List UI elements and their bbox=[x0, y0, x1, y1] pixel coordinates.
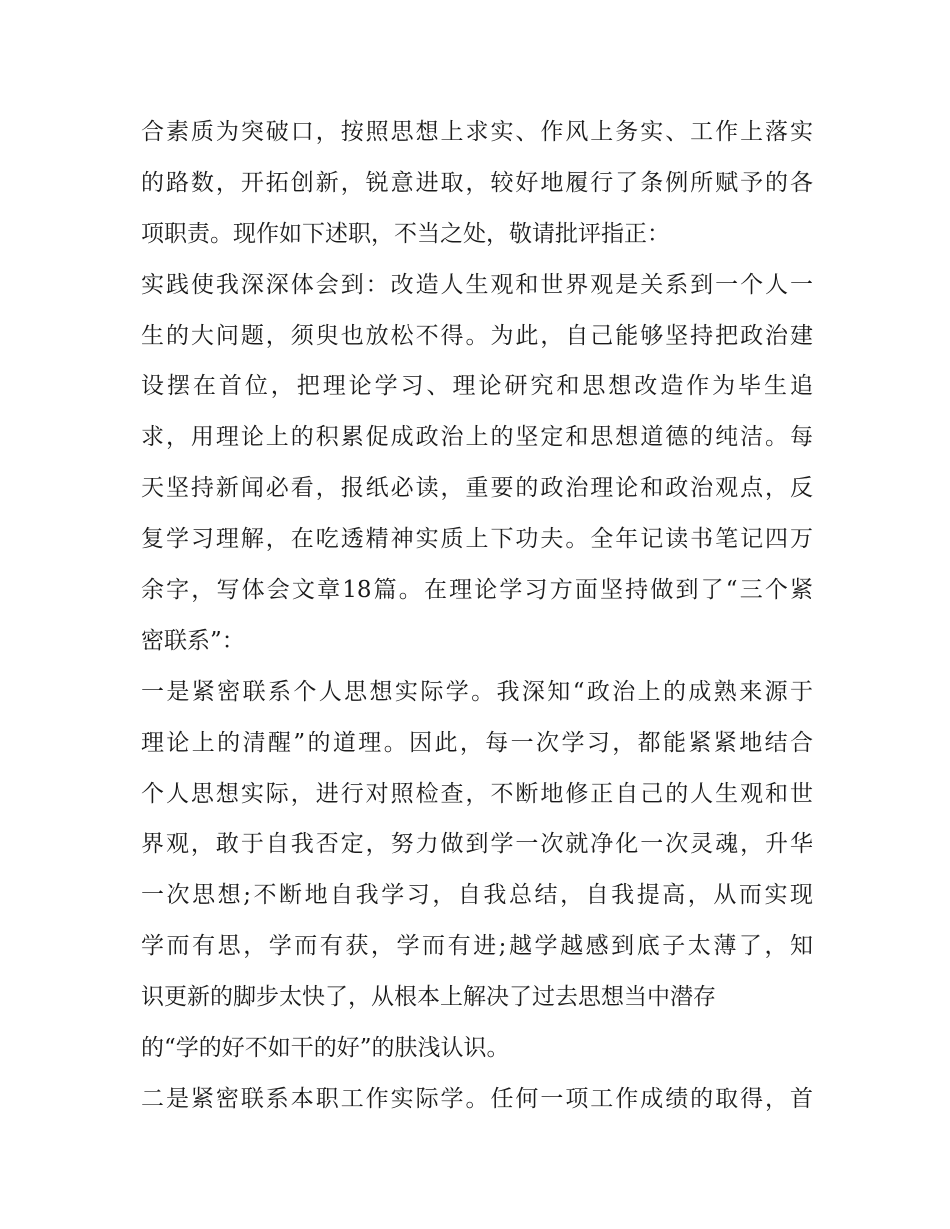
text-line: 复学习理解，在吃透精神实质上下功夫。全年记读书笔记四万 bbox=[141, 526, 813, 553]
text-line: 生的大问题，须臾也放松不得。为此，自己能够坚持把政治建 bbox=[141, 322, 813, 349]
document-body bbox=[141, 107, 813, 1125]
text-line: 天坚持新闻必看，报纸必读，重要的政治理论和政治观点，反 bbox=[141, 475, 813, 502]
text-line: 设摆在首位，把理论学习、理论研究和思想改造作为毕生追 bbox=[141, 373, 813, 400]
text-line: 理论上的清醒”的道理。因此，每一次学习，都能紧紧地结合 bbox=[141, 729, 813, 756]
text-line: 二是紧密联系本职工作实际学。任何一项工作成绩的取得，首 bbox=[141, 1085, 813, 1112]
text-line: 的“学的好不如干的好”的肤浅认识。 bbox=[141, 1035, 510, 1062]
text-line: 的路数，开拓创新，锐意进取，较好地履行了条例所赋予的各 bbox=[141, 169, 813, 196]
text-line: 项职责。现作如下述职，不当之处，敬请批评指正： bbox=[141, 220, 670, 247]
text-line: 实践使我深深体会到：改造人生观和世界观是关系到一个人一 bbox=[141, 271, 813, 298]
text-line: 个人思想实际，进行对照检查，不断地修正自己的人生观和世 bbox=[141, 780, 813, 807]
text-line: 界观，敢于自我否定，努力做到学一次就净化一次灵魂，升华 bbox=[141, 831, 813, 858]
text-line: 学而有思，学而有获，学而有进;越学越感到底子太薄了，知 bbox=[141, 933, 813, 960]
text-line: 合素质为突破口，按照思想上求实、作风上务实、工作上落实 bbox=[141, 119, 813, 145]
text-line: 识更新的脚步太快了，从根本上解决了过去思想当中潜存 bbox=[141, 984, 716, 1011]
text-line: 密联系”： bbox=[141, 627, 245, 654]
text-line: 求，用理论上的积累促成政治上的坚定和思想道德的纯洁。每 bbox=[141, 424, 813, 451]
text-line: 余字，写体会文章18篇。在理论学习方面坚持做到了“三个紧 bbox=[141, 577, 813, 604]
text-line: 一次思想;不断地自我学习，自我总结，自我提高，从而实现 bbox=[141, 882, 813, 909]
text-line: 一是紧密联系个人思想实际学。我深知“政治上的成熟来源于 bbox=[141, 678, 813, 705]
